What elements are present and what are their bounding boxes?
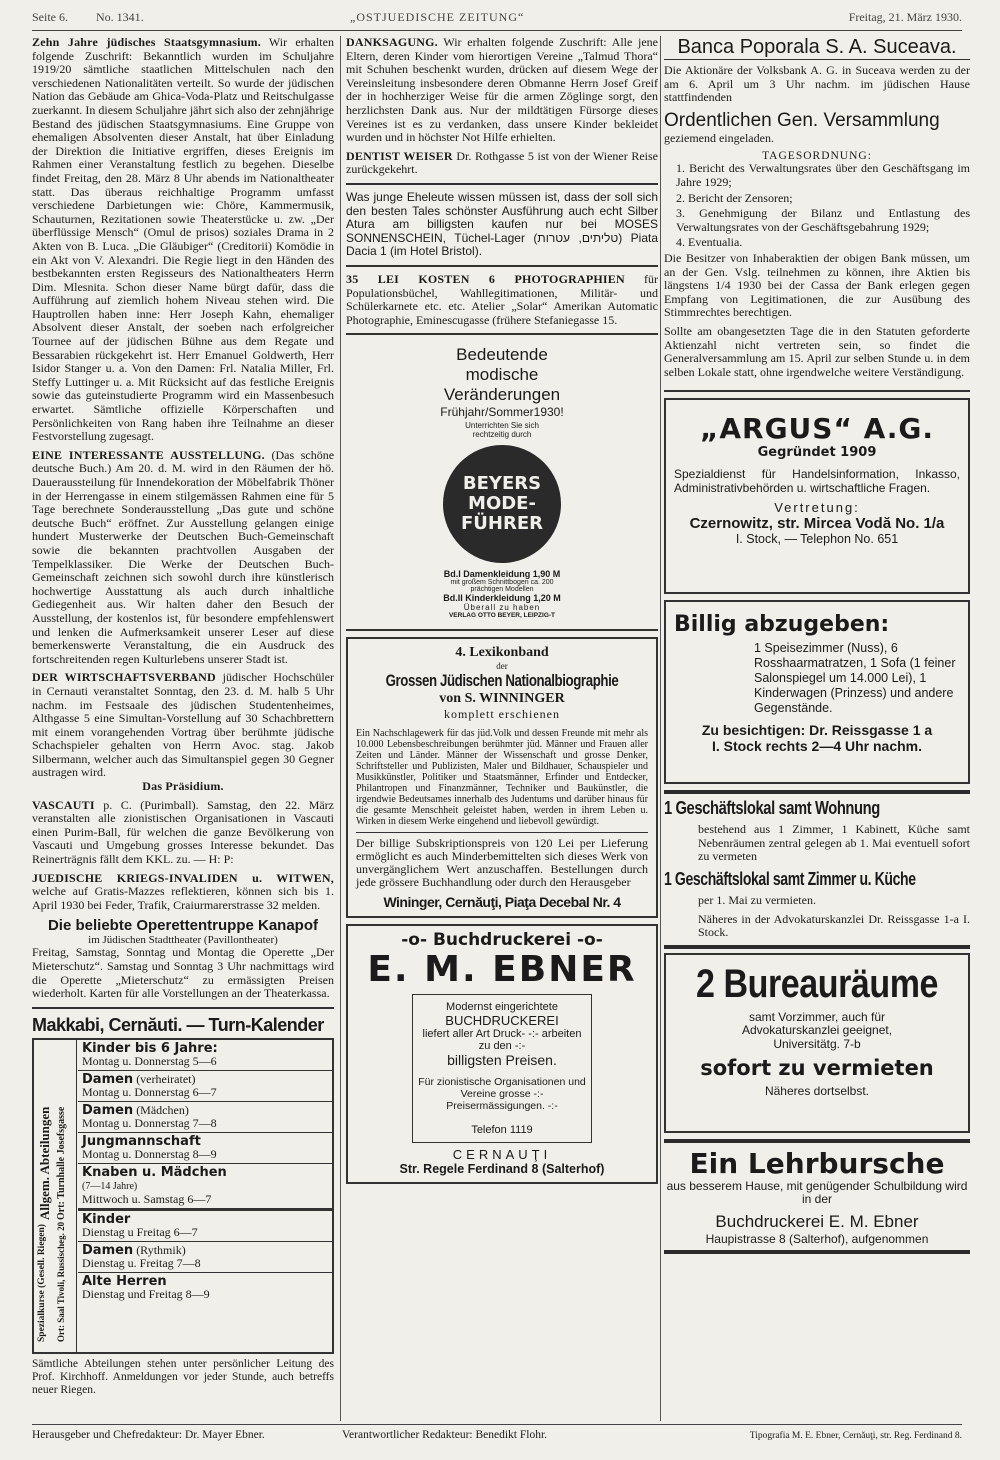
turn-time: Dienstag u Freitag 6—7 [82, 1224, 198, 1239]
turn-calendar-table [32, 1038, 334, 1354]
turn-calendar-note: Sämtliche Abteilungen stehen unter persönlicher Leitung des Prof. Kirchhoff. Anmeldungen vor jeder Stunde, auch betreffs neuer Riegen. [32, 1357, 334, 1396]
bank-agenda-item: 1. Bericht des Verwaltungsrates über den Geschäftsgang im Jahre 1929; [676, 161, 970, 189]
bank-text: Die Aktionäre der Volksbank A. G. in Suceava werden zu der am 6. April um 3 Uhr nachm. im jüdischen Hause stattfindenden [664, 63, 970, 105]
beyer-logo-text: MODE- [468, 493, 536, 515]
lehrbursche-title: Ein Lehrbursche [689, 1146, 945, 1180]
bureau-contact: Näheres dortselbst. [764, 1083, 870, 1098]
article-headline: JUEDISCHE KRIEGS-INVALIDEN u. WITWEN, [32, 870, 334, 885]
article-vascauti [32, 799, 334, 867]
ad-lexikon [346, 637, 658, 918]
article-headline: 35 LEI KOSTEN 6 PHOTOGRAPHIEN [346, 271, 625, 286]
ad-banca-poporala [664, 36, 970, 392]
turn-group: Alte Herren [82, 1273, 167, 1289]
article-headline: EINE INTERESSANTE AUSSTELLUNG. [32, 447, 265, 462]
lexikon-address: Wininger, Cernăuţi, Piaţa Decebal Nr. 4 [383, 894, 621, 911]
divider-band [664, 790, 970, 794]
turn-row [78, 1164, 332, 1211]
bank-agenda-item: 4. Eventualia. [676, 235, 743, 250]
bank-text: Sollte am obangesetzten Tage die in den Statuten geforderte Aktienzahl nicht vertreten sein, so findet die Generalversammlung am 15. April zur selben Stunde u. in dem selben Lokale statt, ohne irgendwelche weitere Verständigung. [664, 323, 970, 379]
billig-title: Billig abzugeben: [674, 612, 890, 638]
ebner-name: E. M. EBNER [367, 949, 637, 991]
article-body: (Das schöne deutsche Buch.) Am 20. d. M. wird in den Räumen der hö. Daueraussteilung für Innendekoration der Möbelfabrik Thöner in der Herrengasse in einem stilgemässen Rahmen eine für 5 Tage berechnete Sonderausstellung „Das gute und schöne deutsche Buch“ eröffnet. Zur Ausstellung gelangen einige hundert Musterwerke der Deutschen Buch-Gemeinschaft sowie die bekannten prachtvollen Ausgaben der Tempelklassiker. Die Werke der Deutschen Buch-Gemeinschaft zeichnen sich sowohl durch ihre künstlerisch hochwertige Ausstattung als auch durch inhaltliche Gediegenheit aus. Wir halten daher den Besuch der Ausstellung, der kostenlos ist, für besondere empfehlenswert und lenken die Aufmerksamkeit unserer Leser auf diese bemerkenswerte Veranstaltung, die ein Ausdruck des fortschreitenden regen Kulturlebens unserer Stadt ist. [32, 447, 334, 666]
beyer-line: Unterrichten Sie sich rechtzeitig durch [465, 421, 539, 440]
divider [346, 183, 658, 185]
turn-side-label: Allgem. Abteilungen [37, 1106, 52, 1220]
divider-band [664, 1139, 970, 1143]
ad-sonnenschein: Was junge Eheleute wissen müssen ist, dass der soll sich den besten Tales schönster Ausführung auch echt Silber Atura am billigsten kaufen nur bei MOSES SONNENSCHEIN, Tüchel-Lager (טליתים, עטרות) Piata Dacia 1 (im Hotel Bristol). [346, 189, 658, 259]
turn-rows [78, 1040, 332, 1303]
beyer-line: Bd.I Damenkleidung 1,90 M [443, 569, 561, 580]
turn-group: Kinder [82, 1211, 131, 1227]
lexikon-line: komplett erschienen [444, 707, 560, 722]
turn-row [78, 1040, 332, 1071]
lexikon-description: Ein Nachschlagewerk für das jüd.Volk und dessen Freunde mit mehr als 10.000 Lebensbeschreibungen berühmter jüd. Männer und Frauen aller Zeiten und Länder. Männer der Wissenschaft und grosse Denker, Schriftsteller und Publizisten, Maler und Bildhauer, Schauspieler und Musikkünstler, Politiker und Staatsmänner, Erfinder und Entdecker, Philantropen und Finanzmänner, Techniker und Baukünstler, die irgendwie Bedeutsames innerhalb des Judentums und darüber hinaus für die gesamte Menschheit geleistet haben, werden in ihrem Leben u. Wirken in diesem Werke eingehend und liebevoll gewürdigt. [356, 728, 648, 828]
turn-time: Montag u. Donnerstag 6—7 [82, 1084, 217, 1099]
bureau-text: samt Vorzimmer, auch für Advokaturskanzlei geeignet, Universitätg. 7-b [741, 1009, 893, 1052]
bank-text: Die Besitzer von Inhaberaktien der obigen Bank müssen, um an der Gen. Vslg. teilnehmen zu können, ihre Aktien bis längstens 1/4 1930 bei der Cassa der Bank erlegen gegen Empfang von Legitimationen, die zur Ausübung des Stimmrechtes berechtigen. [664, 250, 970, 320]
ebner-line: BUCHDRUCKEREI [445, 1013, 559, 1029]
turn-group: Damen [82, 1102, 134, 1118]
argus-phone: I. Stock, — Telephon No. 651 [735, 532, 899, 547]
footer-printer: Tipografia M. E. Ebner, Cernăuţi, str. Reg. Ferdinand 8. [749, 1431, 962, 1441]
ebner-line: billigsten Preisen. [447, 1052, 557, 1069]
bank-agenda-item: 2. Bericht der Zensoren; [676, 190, 793, 205]
turn-time: Dienstag u. Freitag 7—8 [82, 1255, 201, 1270]
turn-row [78, 1102, 332, 1133]
turn-time: Montag u. Donnerstag 7—8 [82, 1115, 217, 1130]
divider [346, 333, 658, 335]
argus-representation: Vertretung: [774, 500, 860, 516]
lokal-contact: Näheres in der Advokaturskanzlei Dr. Reissgasse 1-a I. Stock. [698, 911, 970, 940]
argus-title: „ARGUS“ A.G. [699, 412, 935, 446]
article-body: Wir erhalten folgende Zuschrift: Alle jene Eltern, deren Kinder vom hierortigen Vereine „Talmud Thora“ mit Schuhen beschenkt wurden, drücken auf diesem Wege der Vereinsleitung insbesondere deren Obmanne Herrn Josef Greif der in hochherziger Weise für die armen Zöglinge sorgt, den herzlichsten Dank aus. Nur der mildtätigen Fürsorge dieses Vereines ist es zu verdanken, dass unsere Kinder bekleidet wurden und in höchster Not Hilfe erhielten. [346, 36, 658, 145]
argus-founded: Gegründet 1909 [757, 445, 877, 461]
ebner-line: liefert aller Art Druck- -:- arbeiten zu den -:- [422, 1028, 582, 1053]
lexikon-title: Grossen Jüdischen Nationalbiographie [385, 671, 619, 691]
turn-time: Montag u. Donnerstag 5—6 [82, 1053, 217, 1068]
column-divider [660, 36, 661, 1421]
page-number: Seite 6. [32, 10, 68, 24]
turn-time: Mittwoch u. Samstag 6—7 [82, 1191, 212, 1206]
lexikon-subscription: Der billige Subskriptionspreis von 120 Lei per Lieferung ermöglicht es auch Minderbemittelten sich dieses Werk von unvergänglichem Wert anzuschaffen. Bestellungen durch jede grössere Buchhandlung oder durch den Herausgeber [356, 836, 648, 890]
divider [346, 629, 658, 631]
ebner-address: Str. Regele Ferdinand 8 (Salterhof) [399, 1162, 605, 1177]
beyer-line: VERLAG OTTO BEYER, LEIPZIG-T [448, 612, 556, 620]
bank-meeting: Ordentlichen Gen. Versammlung [664, 109, 940, 131]
turn-group: Damen [82, 1071, 134, 1087]
turn-row [78, 1242, 332, 1273]
article-body: Dr. Rothgasse 5 ist von der Wiener Reise zurückgekehrt. [346, 148, 658, 177]
billig-items: 1 Speisezimmer (Nuss), 6 Rosshaarmatratzen, 1 Sofa (1 feiner Salonspiegel um 14.000 Lei), 1 Kinderwagen (Prinzess) und andere Gegenstände. [754, 641, 956, 716]
ad-photographie [346, 273, 658, 327]
beyer-line: Bd.II Kinderkleidung 1,20 M [443, 593, 561, 604]
turn-row [78, 1133, 332, 1164]
column-middle [346, 36, 658, 1421]
lokal-text: bestehend aus 1 Zimmer, 1 Kabinett, Küche samt Nebenräumen zentral gelegen ab 1. Mai eventuell sofort zu vermeten [698, 822, 970, 864]
turn-note: (Mädchen) [136, 1102, 189, 1117]
ebner-line: Modernst eingerichtete [446, 1001, 558, 1014]
lokal-text: per 1. Mai zu vermieten. [698, 893, 816, 908]
ad-beyer [346, 341, 658, 623]
argus-services: Spezialdienst für Handelsinformation, Inkasso, Administrativbehörden u. wirtschaftliche Fragen. [674, 467, 960, 495]
column-right [664, 36, 970, 1421]
article-body: Wir erhalten folgende Zuschrift: Bekanntlich wurden im Schuljahre 1919/20 sämtliche staatlichen Mittelschulen nach den verschiedenen Nationalitäten verteilt. So wurde der jüdischen Nation das Gebäude am Ghica-Voda-Platz und Reitschulgasse zuerkannt. In diesem Schuljahre jährt sich also der zehnjährige Bestand des jüdischen Staatsgymnasiums. Eine Gruppe von ehemaligen Absolventen dieser Anstalt, hat über Einladung der Direktion die Initiative ergriffen, dieses Ereignis im Rahmen einer Veranstaltung festlich zu begehen. Dieselbe findet Freitag, den 28. März 8 Uhr abends im Nationaltheater statt. Das überaus reichhaltige Programm umfasst verschiedene Darbietungen wie: Chöre, Kammermusik, Schauturnen, Rezitationen sowie Theaterstücke u. zw. „Der überflüssige Mensch“ (Omul de prisos) soziales Drama in 2 Akten von B. Luca. „Die Gläubiger“ (Creditorii) Komödie in ein Akt von V. Alexandri. Die Regie liegt in den Händen des bestbekannten ersten Regisseurs des Nationaltheaters Herrn Dim. Mlesnita. Schon dieser Name bürgt dafür, dass die Aufführung auf ziemlich hohem Niveau stehen wird. Die Hauptrollen haben inne: Herr Joseph Kahn, ehemaliger Absolvent dieser Anstalt, der soeben nach erfolgreicher Tournee auf der jüdischen Bühne aus dem Regate und Bessarabien rückgekehrt ist. Herr Emanuel Goldwerth, Herr Isidor Stanger u. a. Von den Damen: Frl. Natalia Miller, Frl. Steffy Luttinger u. a. Mit Rücksicht auf das festliche Ereignis sowie das guteinstudierte Programm wird ein Massenbesuch erwartet. Sämtliche offizielle Körperschaften und Persönlichkeiten von Rang haben ihre Teilnahme an dieser Festvorstellung zugesagt. [32, 36, 334, 444]
turn-calendar-title: Makkabi, Cernăuti. — Turn-Kalender [32, 1014, 324, 1035]
divider-band [664, 1250, 970, 1254]
beyer-line: Frühjahr/Sommer1930! [440, 405, 564, 420]
billig-viewing: Zu besichtigen: Dr. Reissgasse 1 a [701, 722, 933, 739]
turn-group: Kinder bis 6 Jahre: [82, 1040, 218, 1056]
beyer-logo-text: FÜHRER [461, 513, 543, 535]
footer-editor: Verantwortlicher Redakteur: Benedikt Flohr. [342, 1429, 548, 1441]
article-danksagung [346, 36, 658, 145]
newspaper-title: „OSTJUEDISCHE ZEITUNG“ [350, 10, 525, 24]
turn-side-label: Ort: Turnhalle Josefsgasse [56, 1106, 67, 1220]
article-headline: DER WIRTSCHAFTSVERBAND [32, 670, 216, 685]
turn-note: (7—14 Jahre) [82, 1180, 138, 1192]
turn-group: Knaben u. Mädchen [82, 1164, 227, 1180]
bureau-offer: sofort zu vermieten [700, 1055, 934, 1080]
lehrbursche-printer: Buchdruckerei E. M. Ebner [715, 1212, 919, 1232]
divider [346, 265, 658, 267]
lehrbursche-address: Haupistrasse 8 (Salterhof), aufgenommen [705, 1232, 929, 1247]
lexikon-line: von S. WINNINGER [439, 691, 565, 707]
turn-row [78, 1211, 332, 1242]
operetta-title: Die beliebte Operettentruppe Kanapof [47, 917, 319, 935]
article-headline: Zehn Jahre jüdisches Staatsgymnasium. [32, 36, 261, 49]
column-left [32, 36, 334, 1421]
beyer-logo-circle [443, 445, 561, 563]
article-body: für Populationsbüchel, Wahllegitimationen, Militär- und Schülerkarnete etc. etc. Atelier „Solar“ Amerikan Automatic Photographie, Eminescugasse (frühere Stefaniegasse 15. [346, 271, 658, 327]
page-header [32, 10, 962, 28]
ad-billig [664, 600, 970, 784]
article-body: p. C. (Purimball). Samstag, den 22. März veranstalten alle zionistischen Organisationen in Vascauti einen Purim-Ball, für welchen die ganze Bevölkerung von Vascauti und Umgebung grosses Interesse bekundet. Das Reinerträgnis fällt dem KKL. zu. — H: P: [32, 797, 334, 867]
issue-date: Freitag, 21. März 1930. [848, 10, 962, 24]
article-headline: DANKSAGUNG. [346, 36, 438, 49]
ad-argus [664, 398, 970, 594]
turn-time: Dienstag und Freitag 8—9 [82, 1286, 210, 1301]
turn-row [78, 1071, 332, 1102]
article-gymnasium [32, 36, 334, 444]
beyer-line: Überall zu haben [463, 603, 541, 613]
article-exhibition [32, 449, 334, 667]
ad-lehrbursche [664, 1147, 970, 1246]
turn-side-label: Spezialkurse (Gesell. Riegen) [37, 1223, 47, 1342]
lokal-title: 1 Geschäftslokal samt Wohnung [664, 798, 880, 819]
ad-geschaeftslokal [664, 798, 970, 940]
beyer-line: modische [465, 365, 539, 385]
article-headline: DENTIST WEISER [346, 148, 453, 163]
beyer-line: Bedeutende [456, 345, 548, 365]
ebner-phone: Telefon 1119 [471, 1124, 533, 1137]
divider-band [664, 945, 970, 949]
lokal-title: 1 Geschäftslokal samt Zimmer u. Küche [664, 869, 916, 890]
notice-dentist [346, 150, 658, 177]
turn-note: (verheiratet) [136, 1071, 196, 1086]
turn-calendar-sidebar [34, 1040, 77, 1352]
lehrbursche-text: aus besserem Hause, mit genügender Schulbildung wird in der [666, 1178, 968, 1207]
turn-side-label: Ort: Saal Tivoli, Russischeg. 20 [56, 1221, 66, 1342]
beyer-logo-text: BEYERS [462, 473, 542, 495]
bank-agenda-item: 3. Genehmigung der Bilanz und Entlastung des Verwaltungsrates von der Geschäftsgebahrung 1929; [676, 206, 970, 234]
ebner-box [412, 994, 592, 1143]
lexikon-line: 4. Lexikonband [455, 645, 549, 661]
beyer-line: Veränderungen [443, 385, 561, 405]
article-wirtschaftsverband [32, 671, 334, 793]
bureau-title: 2 Bureauräume [695, 961, 939, 1006]
article-headline: VASCAUTI [32, 797, 95, 812]
argus-address: Czernowitz, str. Mircea Vodă No. 1/a [689, 515, 945, 533]
turn-group: Jungmannschaft [82, 1133, 201, 1149]
ad-bureauraeume [664, 953, 970, 1133]
bank-text: geziemend eingeladen. [664, 130, 774, 145]
header-rule [32, 30, 962, 31]
article-body: welche auf Gratis-Mazzes reflektieren, können sich bis 1. April 1930 bei Feder, Trafik, Craiurmarerstrasse 32 melden. [32, 884, 334, 912]
column-divider [340, 36, 341, 1421]
article-body: jüdischer Hochschüler in Cernauti veranstaltet Sonntag, den 23. d. M. halb 5 Uhr nachm. im Festsaale des jüdischen Studentenheimes, Althgasse 5 eine Simultan-Vorstellung auf 30 Schachbrettern mit einem vorangehenden Vortrag über berühmte jüdische Schachspieler gehalten von Herrn Avoc. stag. Jakob Silbermann, welcher auch das Simultanspiel gegen 30 Gegner austragen wird. [32, 670, 334, 780]
lexikon-line: der [496, 661, 508, 672]
footer-publisher: Herausgeber und Chefredakteur: Dr. Mayer Ebner. [32, 1429, 265, 1441]
article-invaliden [32, 872, 334, 913]
turn-row [78, 1273, 332, 1303]
ebner-line: -o- Buchdruckerei -o- [401, 930, 603, 951]
page-footer [32, 1424, 962, 1447]
ad-ebner [346, 924, 658, 1184]
bank-title: Banca Poporala S. A. Suceava. [664, 36, 970, 60]
operetta-body: Freitag, Samstag, Sonntag und Montag die Operette „Der Mieterschutz“. Samstag und Sonntag 3 Uhr nachmittags wird die Operette „Mieterschutz“ zu ermässigten Preisen wiederholt. Karten für alle Vorstellungen an der Theaterkassa. [32, 945, 334, 1001]
billig-hours: I. Stock rechts 2—4 Uhr nachm. [711, 738, 923, 755]
divider [32, 1007, 334, 1009]
ebner-line: Für zionistische Organisationen und Vereine grosse -:- Preisermässigungen. -:- [418, 1076, 586, 1113]
ebner-city: CERNAUŢI [452, 1147, 552, 1163]
issue-number: No. 1341. [96, 10, 144, 24]
turn-note: (Rythmik) [136, 1242, 186, 1257]
bank-agenda-title: TAGESORDNUNG: [762, 150, 872, 163]
turn-time: Montag u. Donnerstag 8—9 [82, 1146, 217, 1161]
beyer-line: mit großem Schnittbogen ca. 200 prächtigen Modellen [450, 579, 554, 594]
operetta-venue: im Jüdischen Stadttheater (Pavillontheater) [88, 934, 278, 947]
turn-group: Damen [82, 1242, 134, 1258]
article-signature: Das Präsidium. [142, 779, 224, 794]
